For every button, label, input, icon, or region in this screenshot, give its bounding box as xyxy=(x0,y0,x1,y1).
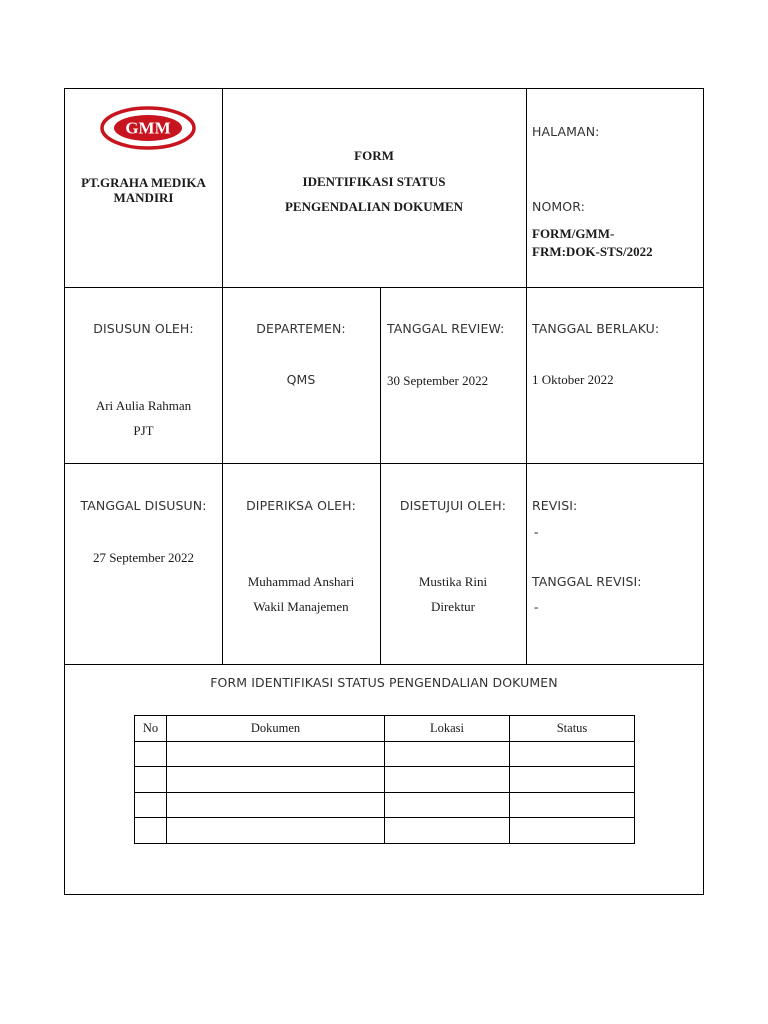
header-status: Status xyxy=(510,716,635,742)
divider xyxy=(526,89,527,664)
table-row xyxy=(135,818,635,844)
disetujui-role: Direktur xyxy=(430,599,476,614)
form-title-line3: PENGENDALIAN DOKUMEN xyxy=(284,199,464,214)
departemen-value: QMS xyxy=(286,372,316,387)
header-dokumen: Dokumen xyxy=(167,716,385,742)
disetujui-label: DISETUJUI OLEH: xyxy=(399,498,507,513)
table-cell[interactable] xyxy=(385,792,510,818)
revisi-value: - xyxy=(534,524,539,539)
table-cell[interactable] xyxy=(510,792,635,818)
disusun-role: PJT xyxy=(133,423,154,438)
divider xyxy=(65,463,703,464)
halaman-label: HALAMAN: xyxy=(532,124,600,139)
disusun-label: DISUSUN OLEH: xyxy=(93,321,194,336)
nomor-label: NOMOR: xyxy=(532,199,585,214)
table-cell[interactable] xyxy=(167,792,385,818)
divider xyxy=(65,287,703,288)
tanggal-revisi-label: TANGGAL REVISI: xyxy=(532,574,642,589)
svg-text:GMM: GMM xyxy=(125,118,171,138)
table-cell[interactable] xyxy=(510,741,635,767)
table-cell[interactable] xyxy=(135,818,167,844)
table-cell[interactable] xyxy=(167,767,385,793)
divider xyxy=(380,287,381,463)
tanggal-review-value: 30 September 2022 xyxy=(387,373,489,388)
diperiksa-name: Muhammad Anshari xyxy=(247,574,355,589)
divider xyxy=(65,664,703,665)
company-logo xyxy=(99,105,197,151)
nomor-value-line2: FRM:DOK-STS/2022 xyxy=(532,244,653,259)
tanggal-berlaku-label: TANGGAL BERLAKU: xyxy=(532,321,660,336)
tanggal-revisi-value: - xyxy=(534,599,539,614)
table-cell[interactable] xyxy=(167,741,385,767)
table-cell[interactable] xyxy=(135,741,167,767)
header-lokasi: Lokasi xyxy=(385,716,510,742)
table-row xyxy=(135,767,635,793)
section-title: FORM IDENTIFIKASI STATUS PENGENDALIAN DOKUMEN xyxy=(210,675,558,690)
tanggal-review-label: TANGGAL REVIEW: xyxy=(387,321,505,336)
form-title-line2: IDENTIFIKASI STATUS xyxy=(302,174,446,189)
revisi-label: REVISI: xyxy=(532,498,578,513)
table-cell[interactable] xyxy=(167,818,385,844)
disusun-name: Ari Aulia Rahman xyxy=(95,398,192,413)
tanggal-disusun-label: TANGGAL DISUSUN: xyxy=(80,498,207,513)
departemen-label: DEPARTEMEN: xyxy=(256,321,346,336)
divider xyxy=(380,463,381,664)
table-cell[interactable] xyxy=(385,767,510,793)
disetujui-name: Mustika Rini xyxy=(418,574,488,589)
table-row xyxy=(135,741,635,767)
tanggal-disusun-value: 27 September 2022 xyxy=(92,550,195,565)
table-cell[interactable] xyxy=(510,767,635,793)
nomor-value-line1: FORM/GMM- xyxy=(532,226,615,241)
document-form xyxy=(64,88,704,895)
document-status-table xyxy=(134,715,635,844)
form-title-line1: FORM xyxy=(354,148,394,163)
company-name-line2: MANDIRI xyxy=(113,190,174,205)
table-row xyxy=(135,792,635,818)
table-header-row xyxy=(135,716,635,742)
company-name-line1: PT.GRAHA MEDIKA xyxy=(81,175,206,190)
header-no: No xyxy=(135,716,167,742)
table-cell[interactable] xyxy=(135,767,167,793)
table-cell[interactable] xyxy=(385,818,510,844)
diperiksa-label: DIPERIKSA OLEH: xyxy=(246,498,356,513)
table-cell[interactable] xyxy=(385,741,510,767)
diperiksa-role: Wakil Manajemen xyxy=(253,599,349,614)
table-cell[interactable] xyxy=(510,818,635,844)
table-cell[interactable] xyxy=(135,792,167,818)
tanggal-berlaku-value: 1 Oktober 2022 xyxy=(532,372,614,387)
